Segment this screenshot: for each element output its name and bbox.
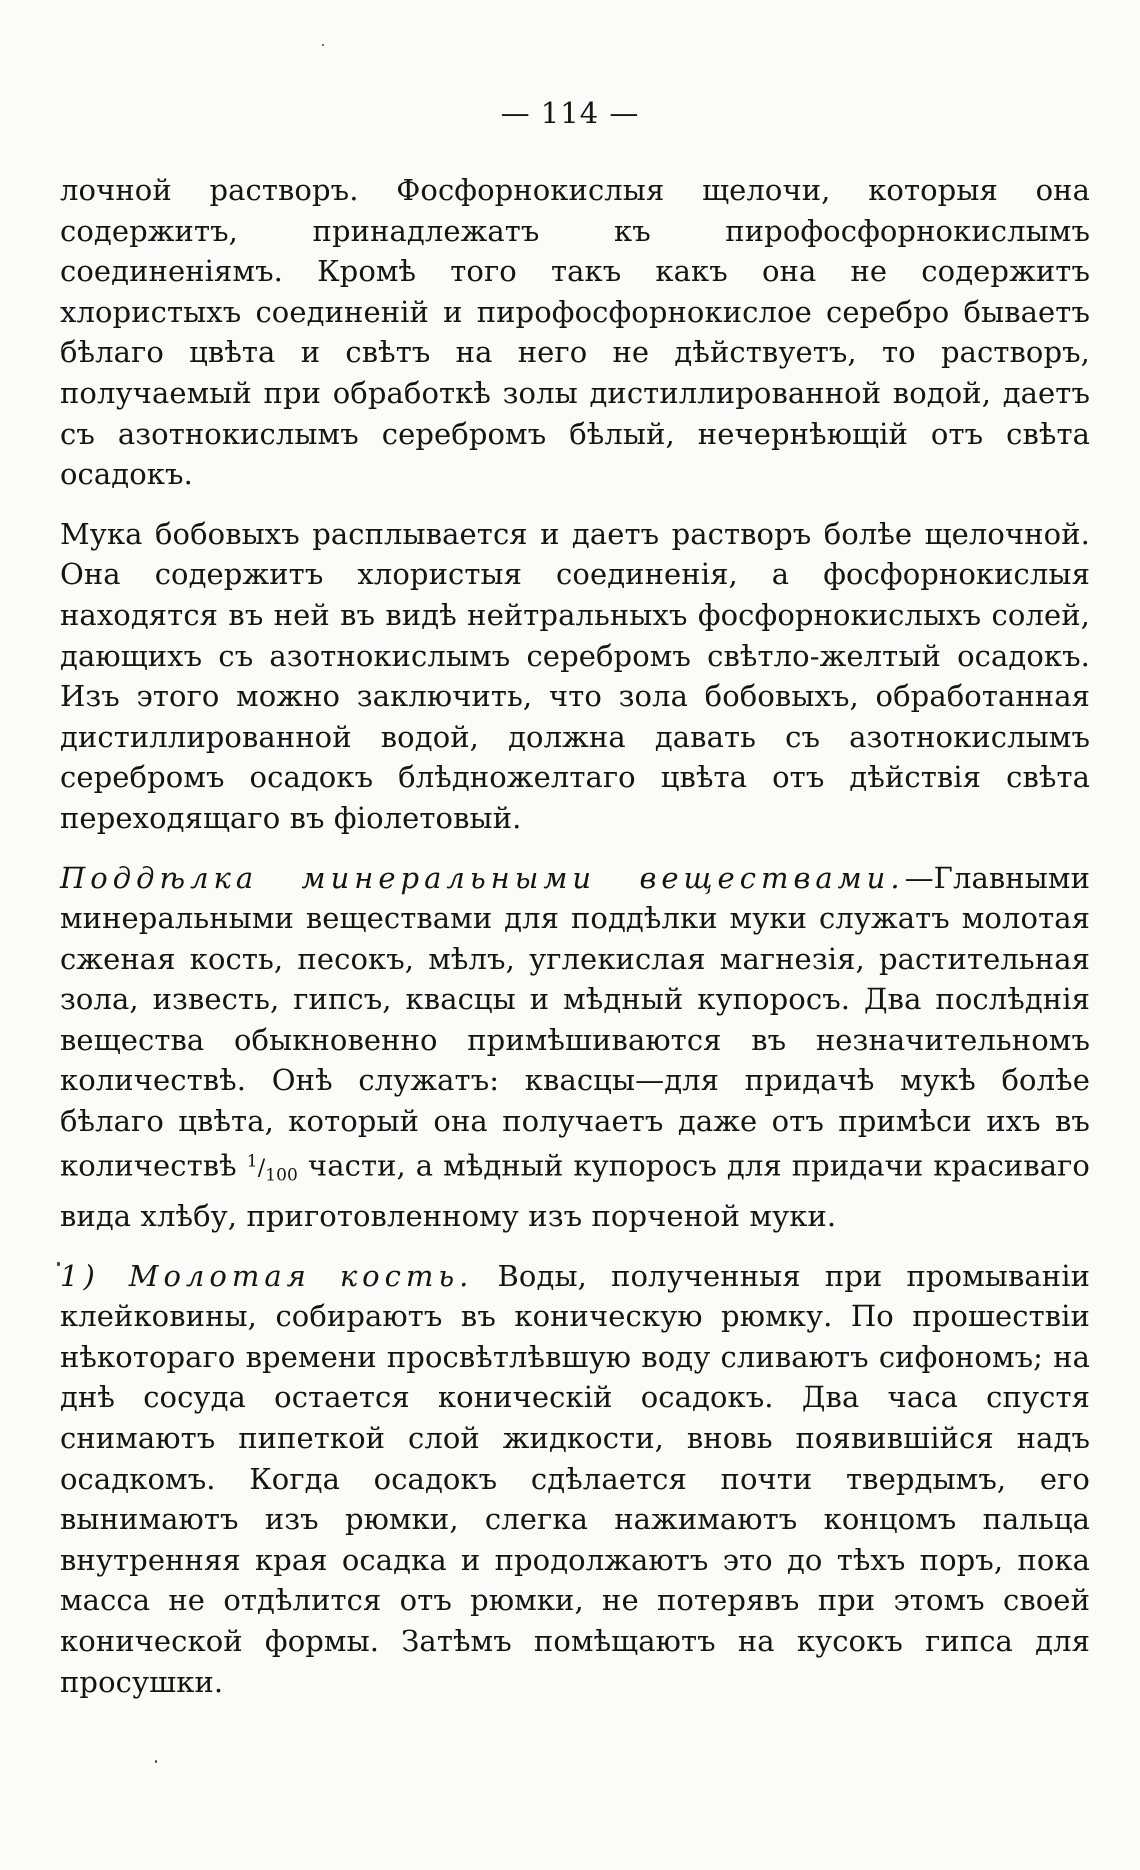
paragraph-3-text-after: части, а мѣдный купоросъ для придачи красиваго вида хлѣбу, приготовленному изъ порченой муки. <box>60 1147 1090 1233</box>
fraction-one-hundredth: $^1/_{100}$ <box>246 1151 298 1186</box>
section-heading-ground-bone: 1) Молотая кость. <box>60 1258 474 1293</box>
main-text <box>60 170 1090 1721</box>
fraction-numerator: 1 <box>246 1151 258 1172</box>
paragraph-4 <box>60 1256 1090 1703</box>
section-heading-adulteration: Поддѣлка минеральными веществами. <box>60 860 905 895</box>
paragraph-1: лочной растворъ. Фосфорнокислыя щелочи, которыя она содержитъ, принадлежатъ къ пирофосфорнокислымъ соединеніямъ. Кромѣ того такъ какъ она не содержитъ хлористыхъ соединеній и пирофосфорнокислое серебро бываетъ бѣлаго цвѣта и свѣтъ на него не дѣйствуетъ, то растворъ, получаемый при обработкѣ золы дистиллированной водой, даетъ съ азотнокислымъ серебромъ бѣлый, нечернѣющій отъ свѣта осадокъ. <box>60 173 1090 492</box>
paragraph-4-text: Воды, полученныя при промываніи клейковины, собираютъ въ коническую рюмку. По прошествіи нѣкотораго времени просвѣтлѣвшую воду сливаютъ сифономъ; на днѣ сосуда остается коническій осадокъ. Два часа спустя снимаютъ пипеткой слой жидкости, вновь появившійся надъ осадкомъ. Когда осадокъ сдѣлается почти твердымъ, его вынимаютъ изъ рюмки, слегка нажимаютъ концомъ пальца внутренняя края осадка и продолжаютъ это до тѣхъ поръ, пока масса не отдѣлится отъ рюмки, не потерявъ при этомъ своей конической формы. Затѣмъ помѣщаютъ на кусокъ гипса для просушки. <box>60 1258 1091 1699</box>
scan-speck <box>322 44 324 46</box>
scan-speck <box>155 1760 157 1763</box>
paragraph-2: Мука бобовыхъ расплывается и даетъ растворъ болѣе щелочной. Она содержитъ хлористыя соединенія, а фосфорнокислыя находятся въ ней въ видѣ нейтральныхъ фосфорнокислыхъ солей, дающихъ съ азотнокислымъ серебромъ свѣтло-желтый осадокъ. Изъ этого можно заключить, что зола бобовыхъ, обработанная дистиллированной водой, должна давать съ азотнокислымъ серебромъ осадокъ блѣдножелтаго цвѣта отъ дѣйствія свѣта переходящаго въ фіолетовый. <box>60 516 1090 835</box>
scan-speck <box>57 1262 60 1266</box>
paragraph-3 <box>60 858 1090 1237</box>
fraction-denominator: 100 <box>265 1165 298 1186</box>
paragraph-3-text-before: —Главными минеральными веществами для поддѣлки муки служатъ молотая сженая кость, песокъ, мѣлъ, углекислая магнезія, растительная зола, известь, гипсъ, квасцы и мѣдный купоросъ. Два послѣднія вещества обыкновенно примѣшиваются въ незначительномъ количествѣ. Онѣ служатъ: квасцы—для придачѣ мукѣ болѣе бѣлаго цвѣта, который она получаетъ даже отъ примѣси ихъ въ количествѣ <box>60 860 1090 1182</box>
page-number: — 114 — <box>500 96 640 130</box>
